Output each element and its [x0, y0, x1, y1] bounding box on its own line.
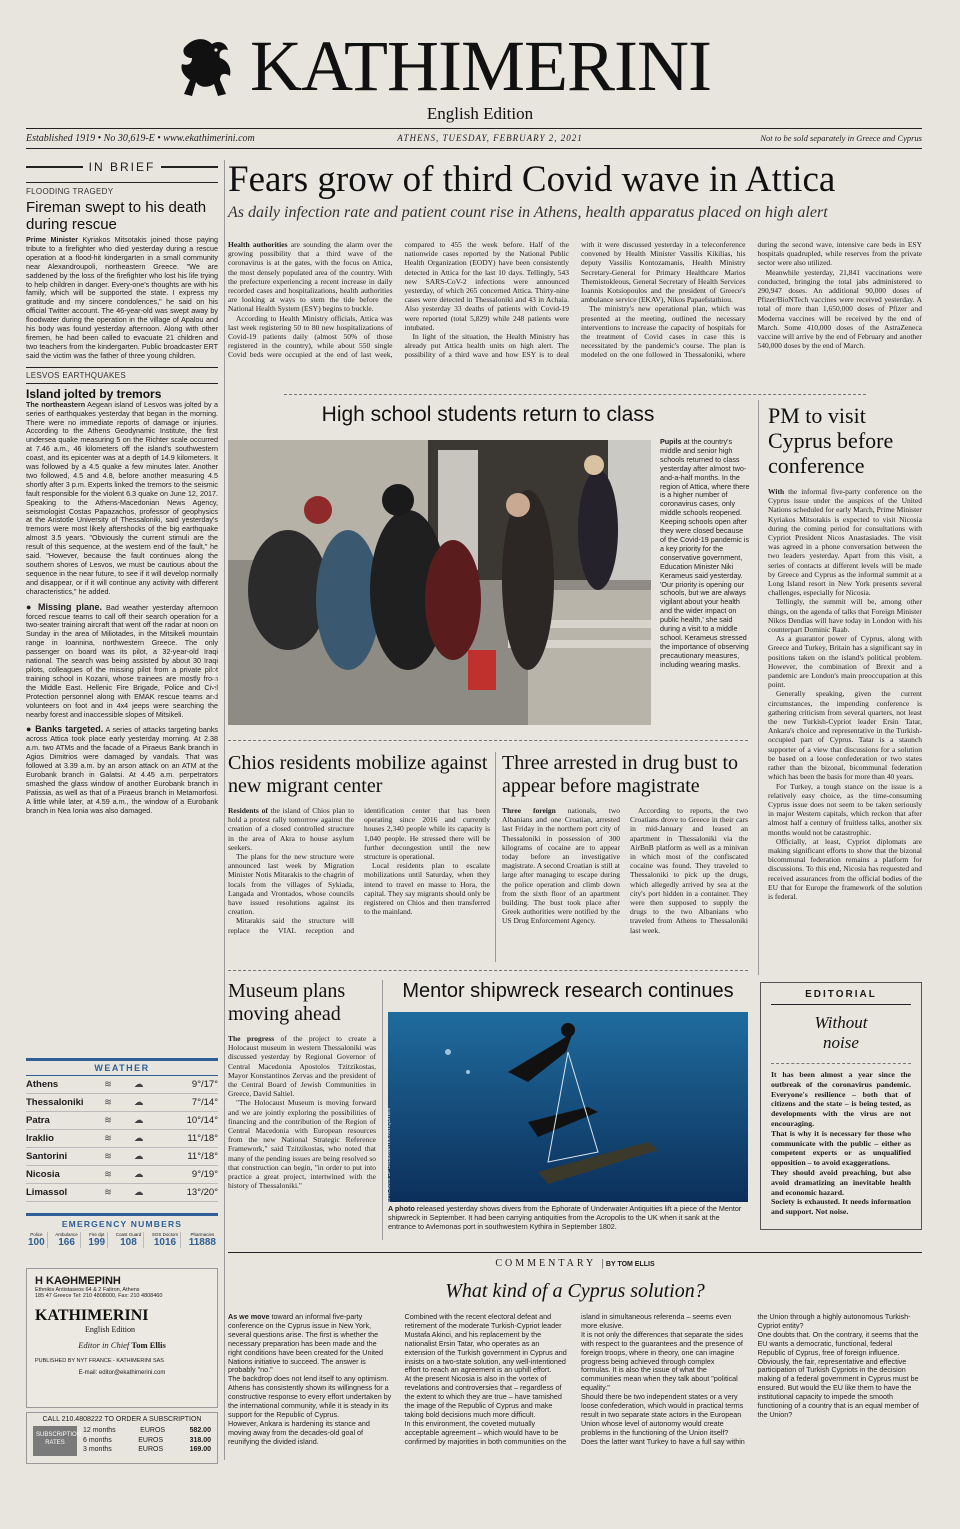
subscription-price: 582.00 [189, 1427, 211, 1434]
emergency-label: Fire dpt [89, 1232, 105, 1237]
emergency-label: Pharmacies [190, 1232, 215, 1237]
mentor-photo-credit: EPHORATE OF UNDERWATER ANTIQUITIES [386, 1107, 391, 1202]
emergency-item [86, 1232, 108, 1248]
cloud-icon: ☁ [134, 1166, 174, 1184]
sale-notice: Not to be sold separately in Greece and Cyprus [760, 133, 922, 143]
imprint-name: KATHIMERINI [35, 1307, 149, 1324]
school-headline: High school students return to class [321, 403, 655, 426]
imprint-address: Ethnikis Antistaseos 64 & 2 Faliron, Athens [35, 1287, 140, 1293]
editorial-body: It has been almost a year since the outbreak of the coronavirus pandemic. Everyone's resilience – both that of citizens and the state – is being tested, as developments with the virus are not encouraging. That is why it is necessary for those who communicate with the public – either as competent experts or as unqualified opposition – to avoid exaggerations. They should avoid preaching, but also avoid dramatizing an inevitable health and economic hazard. Society is exhausted. It needs information and support. Not noise. [771, 1070, 911, 1217]
subscription-period: 6 months [83, 1436, 112, 1444]
emergency-item [114, 1232, 145, 1248]
subscription-row [83, 1426, 211, 1436]
subscription-rates-label: SUBSCRIPTION RATES [33, 1426, 77, 1456]
emergency-number: 199 [88, 1237, 106, 1248]
commentary-header: COMMENTARY [495, 1258, 596, 1269]
emergency-number: 100 [28, 1237, 45, 1248]
masthead-title: KATHIMERINI [250, 26, 711, 106]
cloud-icon: ☁ [134, 1094, 174, 1112]
cloud-icon: ☁ [134, 1184, 174, 1202]
editorial-title: Without noise [814, 1013, 868, 1052]
subscription-row [83, 1445, 211, 1455]
wind-icon: ≋ [104, 1130, 134, 1148]
weather-row [26, 1166, 218, 1184]
established-line: Established 1919 • No 30,619-E • www.ekathimerini.com [26, 133, 255, 144]
imprint-greek-name: Η ΚΑΘΗΜΕΡΙΝΗ [35, 1275, 121, 1287]
cloud-icon: ☁ [134, 1076, 174, 1094]
imprint-edition: English Edition [85, 1325, 135, 1334]
emergency-number: 166 [58, 1237, 75, 1248]
brief-kicker: LESVOS EARTHQUAKES [26, 370, 126, 380]
weather-city: Thessaloniki [26, 1094, 104, 1112]
mentor-photo-image [388, 1012, 748, 1202]
wind-icon: ≋ [104, 1166, 134, 1184]
emergency-label: Ambulance [55, 1232, 78, 1237]
emergency-item [53, 1232, 81, 1248]
emergency-label: Coast Guard [115, 1232, 142, 1237]
brief-body: ● Banks targeted. A series of attacks targeting banks across Attica took place early yesterday morning. At 2.38 a.m. two ATMs and the facade of a Piraeus Bank branch in Agios Dimitrios were damaged by vandals. That was followed at 3.39 a.m. by an arson attack on an ATM at the Eurobank branch in Galatsi. At 4.45 a.m. perpetrators smashed the glass window of another Eurobank branch in Patissia, as well as that of a Piraeus branch in Metamorfosi. A little while later, at 4.59 a.m., the window of a Eurobank branch in Nea Ionia was also damaged. [26, 724, 219, 815]
weather-city: Iraklio [26, 1130, 104, 1148]
mentor-photo [388, 1012, 748, 1202]
dateline: ATHENS, TUESDAY, FEBRUARY 2, 2021 [397, 133, 583, 143]
brief-body: ● Missing plane. Bad weather yesterday afternoon forced rescue teams to call off their search operation for a two-seater training aircraft that went off the radar at noon on Sunday in the area of Miliotades, in the Mitsikeli mountain range in Ioannina, northwestern Greece. The only passenger on board was its pilot, a 32-year-old Iraqi national. The search was being assisted by about 30 Iraqi pilots, colleagues of the missing pilot from a private pilot training school in Kozani, whose trainees are mostly from the Middle East. Hellenic Fire Brigade, Police and Civil Protection personnel along with EMAK rescue teams and volunteers on foot and in 4x4 jeeps were searching the nearby forest and inaccessible slopes of Mitsikeli. [26, 601, 218, 719]
weather-row [26, 1184, 218, 1202]
weather-row [26, 1076, 218, 1094]
brief-body: The northeastern Aegean island of Lesvos was jolted by a series of earthquakes yesterday that began in the morning. There were no immediate reports of damage or injuries. According to the Athens Geodynamic Institute, the first undersea quake measuring 5 on the Richter scale occurred at 7.46 a.m., 46 kilometers off the island's southwestern coast, and its epicenter was at a depth of 14.9 kilometers. It was followed by a 4.5 quake a few minutes later. Another two followed, 4.5 and 4.8, before another measuring 4.5 shortly after 3 p.m. Experts linked the tremors to the seismic fault responsible for the violent 6.3 quake on June 12, 2017. Speaking to the Athens-Macedonian News Agency, seismologist Costas Papazachos, professor of geophysics at the Aristotle University of Thessaloniki, said yesterday's tremors were most likely aftershocks of the big earthquake almost 3.5 years. "Obviously the current stimuli are the result of this sequence, at the western end of the fault," he said. "However, because the fault continues along the southern shores of Lesvos, we must be cautious about the sequence in the near future, to see if it will develop normally and disappear, or if it will continue any activity with different characteristics," he added. [26, 399, 218, 596]
weather-city: Santorini [26, 1148, 104, 1166]
subscription-row [83, 1436, 211, 1446]
subscription-header: CALL 210.4808222 TO ORDER A SUBSCRIPTION [42, 1416, 202, 1423]
wind-icon: ≋ [104, 1184, 134, 1202]
weather-row [26, 1148, 218, 1166]
weather-row [26, 1094, 218, 1112]
subscription-period: 3 months [83, 1446, 112, 1453]
weather-table [26, 1076, 218, 1202]
weather-header: WEATHER [94, 1063, 150, 1073]
imprint-address: 185 47 Greece Tel: 210 4808000, Fax: 210 4808460 [35, 1293, 163, 1299]
school-caption: Pupils at the country's middle and senior high schools returned to class yesterday after almost two-and-a-half months. In the region of Attica, where there is a higher number of coronavirus cases, only middle schools reopened. Keeping schools open after they were closed because of the Covid-19 pandemic is a key priority for the conservative government, Education Minister Niki Kerameus said yesterday. 'Our priority is opening our schools, but we are always vigilant about your health and the wider impact on public health,' she said during a visit to a middle school. Kerameus stressed the importance of observing precautionary measures, including wearing masks. [660, 437, 750, 669]
emergency-item [150, 1232, 181, 1248]
mentor-headline: Mentor shipwreck research continues [402, 980, 734, 1002]
emergency-number: 1016 [153, 1237, 177, 1248]
lead-deck: As daily infection rate and patient count rise in Athens, health apparatus placed on high alert [228, 204, 828, 221]
imprint-email[interactable]: E-mail: editor@ekathimerini.com [78, 1370, 166, 1376]
cyprus-body: With the informal five-party conference on the Cyprus issue under the auspices of the United Nations scheduled for early March, Prime Minister Kyriakos Mitsotakis is expected to visit Nicosia during the coming period for consultations with Cypriot President Nicos Anastasiades. The visit was agreed in a phone conversation between the two leaders yesterday. Apart from this visit, a series of contacts at different levels will be made by Greece and Cyprus as the informal summit at a Long Island resort in New York presents several challenges, especially for Nicosia. Tellingly, the summit will be, among other things, on the agenda of talks that Foreign Minister Nikos Dendias will have today in London with his counterpart Dominic Raab. As a guarantor power of Cyprus, along with Greece and Turkey, Britain has a significant say in positions taken on the island's political problem. However, the combination of Brexit and a pandemic are London's main preoccupation at this point. Generally speaking, given the current circumstances, the impending conference is gathering criticism from several quarters, not least the new Turkish-Cypriot leader Ersin Tatar, Ankara's choice and representative in the Turkish-occupied part of Cyprus. Tatar is a staunch supporter of a view that discussions for a solution be based on a loose confederation or two states rather than the bizonal, bicommunal federation which has been the basis for more than 40 years. For Turkey, a tough stance on the issue is a relatively easy choice, as the time-consuming Cyprus issue does not seem to be taken seriously in major Western capitals, which reckon that after almost half a century of fruitless talks, another six months would not be catastrophic. Officially, at least, Cypriot diplomats are making significant efforts to show that the bizonal bicommunal federation remains a platform for discussions. To this end, Nicosia has requested and received assurances from the official bodies of the EU that for Europe the framework of the solution is federal. [768, 487, 922, 901]
cyprus-headline: PM to visit Cyprus before conference [768, 403, 894, 478]
emergency-label: Police [30, 1232, 43, 1237]
lead-story-body: Health authorities are sounding the alarm over the growing possibility that a third wave of the coronavirus is at the gates, with the focus on Attica, the most densely populated area of the country. With the prefecture experiencing a recent increase in daily recorded cases and hospitalizations, health authorities are looking at ways to stem the tide before the National Health System (ESY) begins to buckle. According to Health Ministry officials, Attica was last week registering 50 to 80 new hospitalizations of Covid-19 patients daily (almost 50% of those registered in the country), while about 550 single Covid beds were occupied at the end of last week, compared to 455 the week before. Half of the nationwide cases reported by the National Public Health Organization (EODY) have been consistently detected in Attica for the last 10 days. Tellingly, 543 new SARS-CoV-2 infections were announced yesterday, of which 265 concerned Attica. Thirty-nine cases were detected in Thessaloniki and 43 in Achaia. Also yesterday 33 deaths of patients with Covid-19 were reported (total 5,829) while 248 patients were intubated. In light of the situation, the Health Ministry has already put Attica health units on high alert. The possibility of a third wave and how ESY is to deal with it were discussed yesterday in a teleconference convened by Health Minister Vassilis Kikilias, his deputy Vassilis Kontozamanis, Health Ministry Secretary-General for Primary Healthcare Marios Themistokleous, General Secretary of Health Services Ioannis Kotsiopoulos and the president of Greece's ambulance service (EKAV), Nikos Papaefstathiou. The ministry's new operational plan, which was presented at the meeting, outlined the necessary interventions to increase the capacity of hospitals for the treatment of Covid cases in case this is necessitated by the pandemic's course. The plan is modeled on the one followed in Thessaloniki, where during the second wave, intensive care beds in ESY hospitals quadrupled, while reserves from the private sector were also utilized. Meanwhile yesterday, 21,841 vaccinations were conducted, bringing the total jabs administered to 290,947 doses. An additional 90,000 doses of Pfizer/BioNTech vaccines were received yesterday. A total of more than 1,650,000 doses of Pfizer and Moderna vaccines will be received by the end of March. Some 410,000 doses of the AstraZeneca vaccine will arrive by the end of February and another 540,000 doses by the end of March. [228, 240, 922, 360]
weather-row [26, 1130, 218, 1148]
emergency-item [26, 1232, 48, 1248]
in-brief-header: IN BRIEF [88, 160, 156, 174]
weather-city: Athens [26, 1076, 104, 1094]
wind-icon: ≋ [104, 1094, 134, 1112]
subscription-price: 318.00 [189, 1436, 211, 1444]
lead-headline: Fears grow of third Covid wave in Attica [228, 159, 836, 200]
brief-body: Prime Minister Kyriakos Mitsotakis joined those paying tribute to a firefighter who died yesterday during a rescue operation at a flood-hit kindergarten in a small community near Alexandroupoli, northeastern Greece. "We are saddened by the loss of the firefighter who lost his life trying to help children in danger. Every-one's thoughts are with his family, which will be supported the state. I express my gratitude and my sincere condolences," he said on his official Twitter account. The 46-year-old was swept away by floodwater during the operation in the village of Apalou and his body was found yesterday afternoon. Along with other firemen, he had been called to evacuate 21 children and two teachers from the kindergarten. Public broadcaster ERT said the victim was the father of three young children. [26, 235, 219, 360]
emergency-header: EMERGENCY NUMBERS [61, 1219, 183, 1229]
drugs-headline: Three arrested in drug bust to appear before magistrate [502, 752, 739, 797]
subscription-cur: EUROS [138, 1436, 164, 1444]
weather-city: Nicosia [26, 1166, 104, 1184]
subscription-period: 12 months [83, 1427, 116, 1434]
editorial-header: EDITORIAL [805, 989, 877, 1000]
brief-kicker: FLOODING TRAGEDY [26, 187, 114, 196]
commentary-byline: BY TOM ELLIS [605, 1261, 655, 1268]
museum-headline: Museum plans moving ahead [228, 980, 346, 1025]
brief-headline: Fireman swept to his death during rescue [26, 199, 207, 233]
weather-temp: 10°/14° [174, 1112, 218, 1130]
imprint-box [26, 1268, 218, 1408]
cloud-icon: ☁ [134, 1130, 174, 1148]
in-brief-column [26, 160, 218, 815]
masthead-edition: English Edition [426, 104, 534, 123]
wind-icon: ≋ [104, 1076, 134, 1094]
school-photo-image [228, 440, 651, 725]
commentary-body: As we move toward an informal five-party conference on the Cyprus issue in New York, several questions arise. The first is whether the necessary preparation has been made and the right conditions have been created for the United Nations initiative to succeed. The answer is probably "no." The backdrop does not lend itself to any optimism. Athens has consistently shown its willingness for a constructive response to every effort undertaken by the international community, while it is steady in its support for the Republic of Cyprus. However, Ankara is hardening its stance and moving away from the decades-old goal of reunifying the divided island. Combined with the recent electoral defeat and retirement of the moderate Turkish-Cypriot leader Mustafa Akinci, and his replacement by the nationalist Ersin Tatar, who operates as an extension of the Turkish government in Cyprus and insists on a two-state solution, any well-intentioned effort to reach an agreement is an uphill effort. At the present Nicosia is also in the vortex of revelations and controversies that – regardless of the extent to which they are true – have tarnished the image of the Republic of Cyprus and make taking bold decisions much more difficult. In this environment, the coveted mutually acceptable agreement – which would have to be confirmed by majorities in both communities on the island in simultaneous referenda – seems even more elusive. It is not only the differences that separate the sides with respect to the guarantees and the presence of foreign troops, where in theory, one can imagine progress being achieved through complex formulas. It is also the issue of what the communities mean when they talk about "political equality." Should there be two independent states or a very loose confederation, which would in practical terms result in two separate state actors in the European Union whose level of autonomy would create problems in the functioning of the Union itself? Does the latter want Turkey to have a full say within the Union through a highly autonomous Turkish-Cypriot entity? One doubts that. On the contrary, it seems that the EU wants a democratic, functional, federal Republic of Cyprus, free of foreign influence. Obviously, the fair, representative and effective participation of Turkish Cypriots in the decision making of a federal government in Cyprus must be ensured. But would the EU like them to have the institutional capacity to impede the smooth functioning of a country that is an equal member of the Union? [228, 1312, 919, 1446]
subscription-cur: EUROS [138, 1446, 164, 1453]
subscription-box [26, 1412, 218, 1464]
weather-temp: 9°/19° [174, 1166, 218, 1184]
chios-body: Residents of the island of Chios plan to hold a protest rally tomorrow against the creation of a closed controlled structure in the area of Akra to house asylum seekers. The plans for the new structure were announced last week by Migration Minister Notis Mitarakis to the chagrin of locals from the villages of Sykiada, Langada and Vrontados, whose councils have issued resolutions against its creation. Mitarakis said the structure will replace the VIAL reception and identification center that has been operating since 2016 and currently houses 2,340 people while its capacity is 1,040 people. He stressed there will be further decongestion until the new structure is operational. Local residents plan to escalate mobilizations until Saturday, when they intend to travel en masse to Hora, the capital. They say migrants should only be registered on Chios and then transferred to the mainland. [228, 806, 490, 935]
emergency-number: 108 [120, 1237, 137, 1248]
emergency-label: SOS Doctors [151, 1232, 179, 1237]
weather-temp: 9°/17° [174, 1076, 218, 1094]
imprint-publisher: PUBLISHED BY NYT FRANCE - KATHIMERINI SAS [35, 1358, 164, 1364]
brief-headline: Island jolted by tremors [26, 386, 162, 401]
rain-cloud-icon: ☁ [134, 1112, 174, 1130]
wind-icon: ≋ [104, 1148, 134, 1166]
weather-temp: 7°/14° [174, 1094, 218, 1112]
editorial-box [760, 982, 922, 1230]
subscription-cur: EUROS [140, 1427, 166, 1434]
weather-temp: 11°/18° [174, 1148, 218, 1166]
mentor-caption: A photo released yesterday shows divers from the Ephorate of Underwater Antiquities lift a piece of the Mentor shipwreck in September. It had been carrying antiquities from the Acropolis to the UK when it sank at the entrance to Avlemonas port in southwestern Kythira in September 1802. [388, 1204, 742, 1231]
commentary-header-row: COMMENTARY | BY TOM ELLIS [495, 1258, 655, 1269]
emergency-box [26, 1213, 218, 1248]
weather-city: Patra [26, 1112, 104, 1130]
weather-temp: 11°/18° [174, 1130, 218, 1148]
drugs-body: Three foreign nationals, two Albanians and one Croatian, arrested last Friday in the northern port city of Thessaloniki in possession of 300 kilograms of cocaine are to appear today before an investigative magistrate. A second Croatian is still at large after managing to escape during the police operation and climb down from the sixth floor of an apartment building. The bust took place after Greek authorities were notified by the US Drug Enforcement Agency. According to reports, the two Croatians drove to Greece in their cars in mid-January and leased an apartment in Thessaloniki via the AirBnB platform as well as a minivan in which most of the confiscated cocaine was found. They traveled to Thessaloniki to pick up the drugs, which allegedly arrived by sea at the city's port hidden in a container. They were then supposed to supply the drugs to the two Albanians who traveled from Athens to Thessaloniki last week. [502, 806, 748, 935]
school-photo-credit: INTIME NEWS [212, 666, 218, 700]
weather-temp: 13°/20° [174, 1184, 218, 1202]
museum-body: The progress of the project to create a Holocaust museum in western Thessaloniki was discussed yesterday by Regional Governor of Central Macedonia Apostolos Tzitzikostas, Mayor Konstantinos Zervas and the president of the Central Board of Jewish Communities in Greece, David Saltiel. "The Holocaust Museum is moving forward and we are jointly exploring the possibilities of financing and the contribution of the Region of Central Macedonia with European resources from the new National Strategic Reference Framework," said Tzitzikostas, who noted that many of the pending issues are being resolved so that construction can begin, "in order to put into practice a great project, intertwined with the history of Thessaloniki." [228, 1034, 376, 1191]
wind-icon: ≋ [104, 1112, 134, 1130]
masthead [0, 0, 960, 150]
school-photo [212, 440, 651, 725]
weather-city: Limassol [26, 1184, 104, 1202]
emergency-item [187, 1232, 218, 1248]
cloud-icon: ☁ [134, 1148, 174, 1166]
commentary-headline: What kind of a Cyprus solution? [445, 1280, 705, 1302]
weather-box [26, 1058, 218, 1202]
emergency-number: 11888 [188, 1237, 216, 1248]
chios-headline: Chios residents mobilize against new migrant center [228, 752, 488, 797]
subscription-rates [83, 1426, 211, 1456]
emergency-numbers [26, 1232, 218, 1248]
griffin-logo-icon [174, 36, 238, 104]
weather-row [26, 1112, 218, 1130]
subscription-price: 169.00 [189, 1446, 211, 1453]
imprint-editor: Editor in Chief Tom Ellis [78, 1340, 166, 1350]
